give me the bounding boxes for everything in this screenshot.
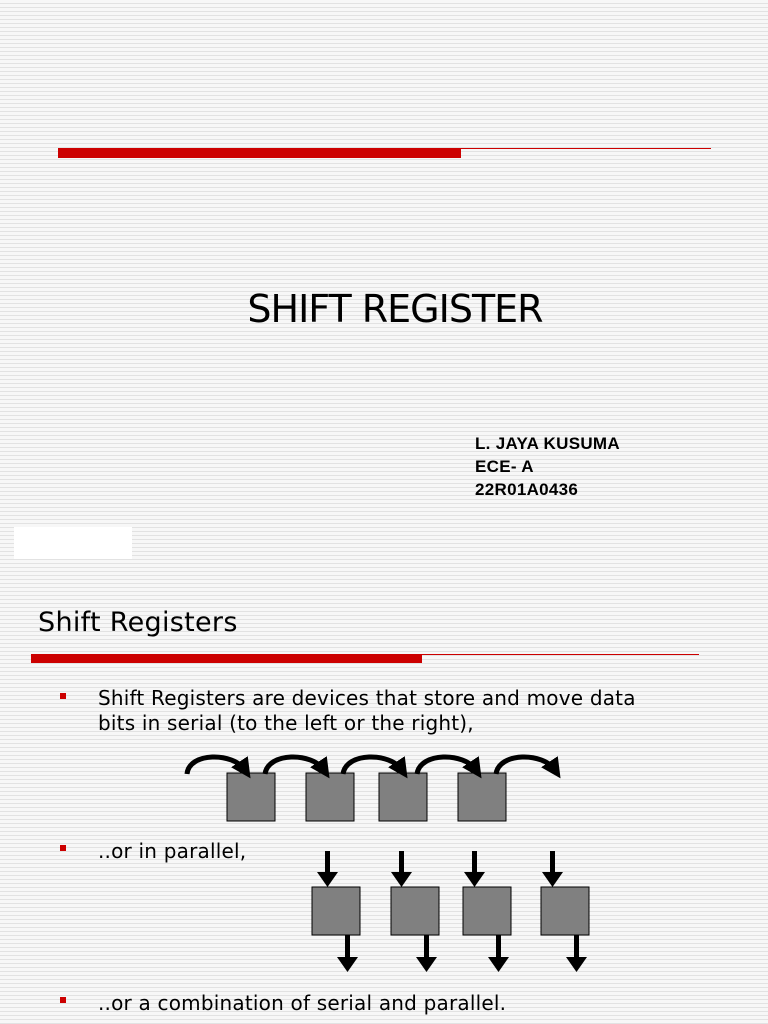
shift-arrow-4	[417, 757, 476, 774]
parallel-output-arrow-4	[566, 935, 587, 972]
parallel-register-cell-4	[541, 887, 589, 935]
slide-heading: Shift Registers	[38, 607, 238, 638]
bullet-line: ..or a combination of serial and parallel.	[98, 991, 507, 1015]
shift-arrow-5	[496, 757, 555, 774]
title-accent-line	[461, 148, 711, 149]
shift-arrow-2	[265, 757, 324, 774]
shift-arrow-3	[343, 757, 402, 774]
parallel-input-arrow-2	[391, 851, 412, 887]
parallel-register-cell-2	[391, 887, 439, 935]
serial-register-cell-4	[458, 773, 506, 821]
parallel-input-arrow-1	[317, 851, 338, 887]
serial-register-cell-1	[227, 773, 275, 821]
title-accent-bar	[58, 148, 461, 158]
serial-register-cell-2	[306, 773, 354, 821]
author-section: ECE- A	[475, 457, 534, 476]
parallel-input-arrow-3	[464, 851, 485, 887]
parallel-input-arrow-4	[542, 851, 563, 887]
serial-shift-diagram	[187, 757, 555, 821]
shift-arrow-1	[187, 757, 245, 774]
parallel-register-cell-3	[463, 887, 511, 935]
serial-register-cell-3	[379, 773, 427, 821]
author-block	[475, 432, 620, 501]
parallel-output-arrow-1	[337, 935, 358, 972]
bullet-line: ..or in parallel,	[98, 839, 247, 863]
bullet-line: bits in serial (to the left or the right),	[98, 711, 474, 735]
parallel-output-arrow-2	[416, 935, 437, 972]
parallel-output-arrow-3	[488, 935, 509, 972]
slide-title: SHIFT REGISTER	[247, 287, 543, 331]
shift-register-diagrams	[0, 535, 768, 1024]
author-name: L. JAYA KUSUMA	[475, 434, 620, 453]
author-roll-number: 22R01A0436	[475, 480, 579, 499]
parallel-register-cell-1	[312, 887, 360, 935]
content-slide	[0, 535, 768, 1024]
bullet-line: Shift Registers are devices that store and move data	[98, 686, 636, 710]
parallel-load-diagram	[312, 851, 589, 972]
